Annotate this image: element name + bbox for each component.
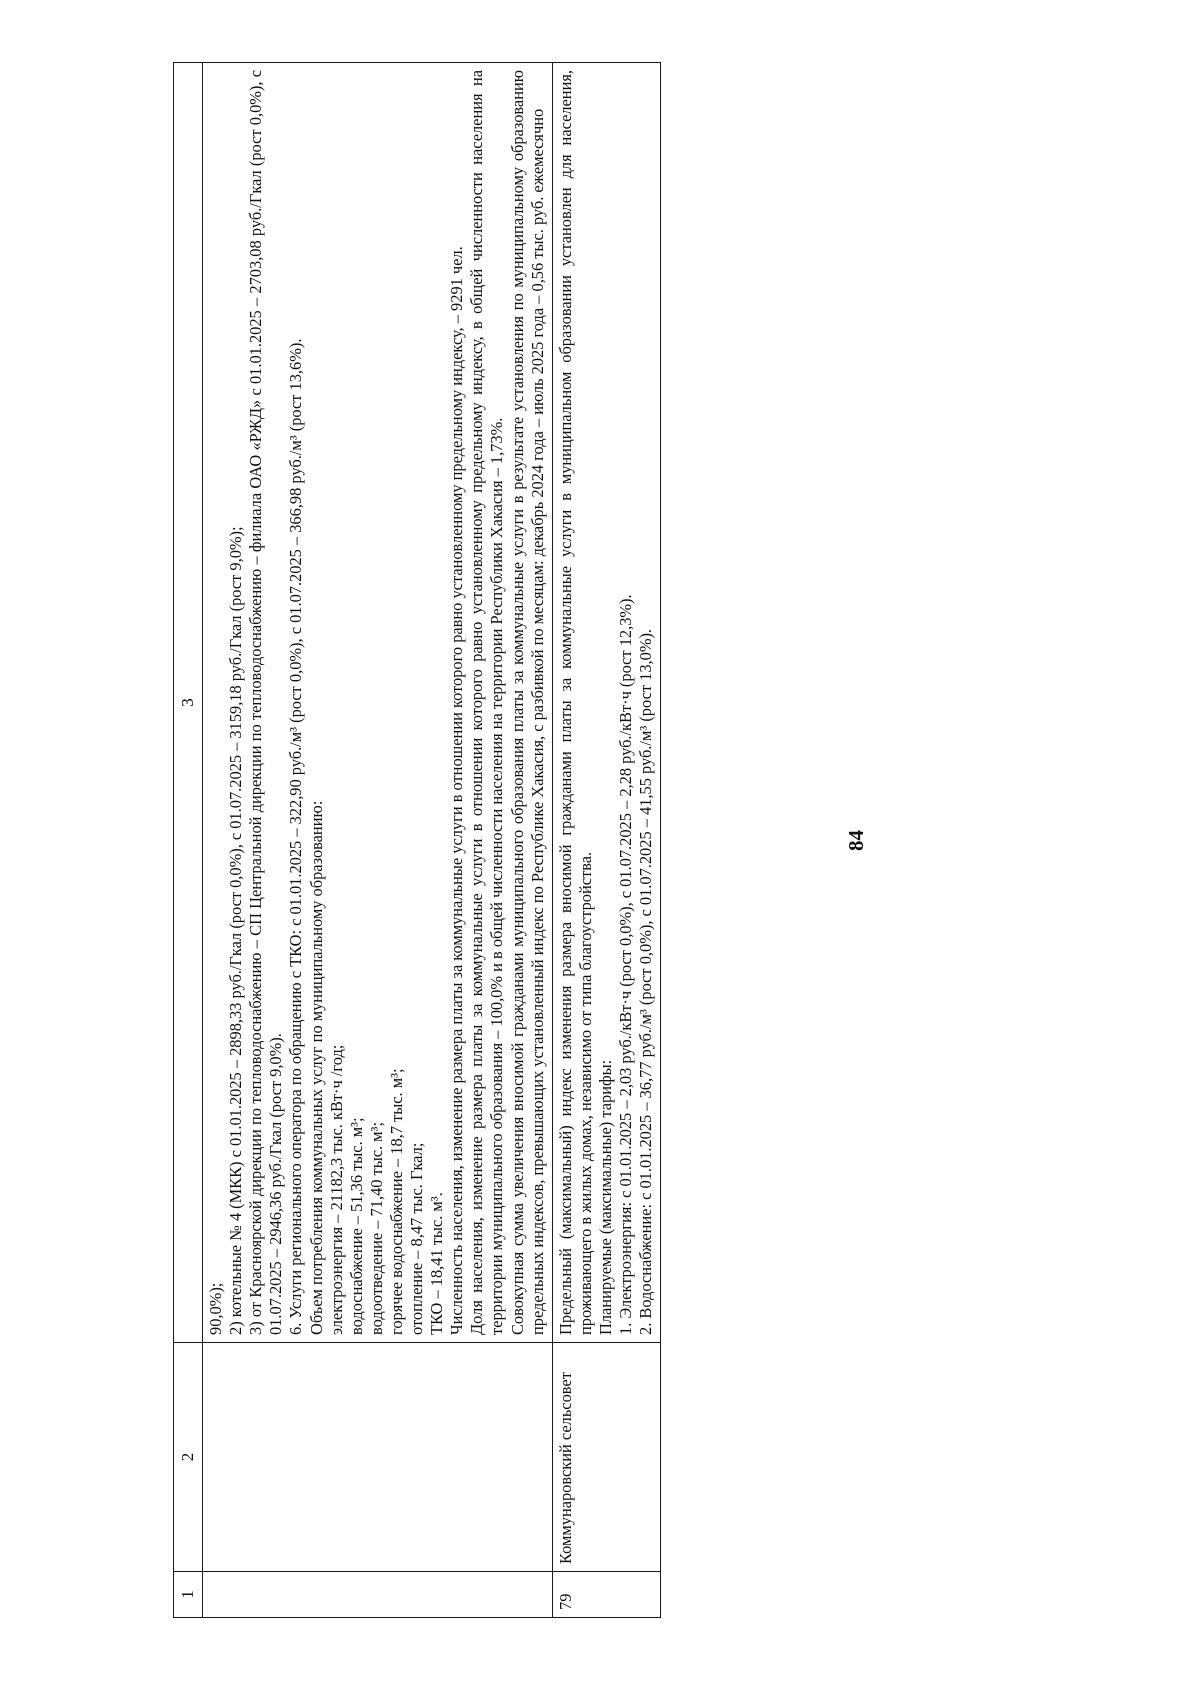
table-row	[203, 63, 553, 1618]
paragraph: Планируемые (максимальные) тарифы:	[595, 1059, 615, 1335]
paragraph: Численность населения, изменение размера платы за коммунальные услуги в отношении которого равно установленному предельному индексу, – 9291 чел.	[447, 246, 467, 1335]
table-header-row	[174, 63, 203, 1618]
municipality-name	[203, 1343, 553, 1572]
paragraph: 3) от Красноярской дирекции по тепловодоснабжению – СП Центральной дирекции по тепловодоснабжению – филиала ОАО «РЖД» с 01.01.2025 – 2703,08 руб./Гкал (рост 0,0%), с 01.07.2025 – 2946,36 руб./Гкал (рост 9,0%).	[246, 70, 286, 1335]
paragraph: горячее водоснабжение – 18,7 тыс. м³;	[386, 1068, 406, 1335]
header-col-3: 3	[174, 63, 203, 1343]
paragraph: водоснабжение – 51,36 тыс. м³;	[346, 1117, 366, 1335]
paragraph: 1. Электроэнергия: с 01.01.2025 – 2,03 руб./кВт·ч (рост 0,0%), с 01.07.2025 – 2,28 руб./кВт·ч (рост 12,3%).	[615, 594, 635, 1335]
paragraph: Предельный (максимальный) индекс изменения размера вносимой гражданами платы за коммунальные услуги в муниципальном образовании установлен для населения, проживающего в жилых домах, независимо от типа благоустройства.	[555, 70, 595, 1335]
tariff-table	[173, 62, 661, 1618]
header-col-2: 2	[174, 1343, 203, 1572]
header-col-1: 1	[174, 1572, 203, 1618]
row-number	[203, 1572, 553, 1618]
paragraph: водоотведение – 71,40 тыс. м³;	[366, 1121, 386, 1335]
paragraph: Объем потребления коммунальных услуг по муниципальному образованию:	[306, 800, 326, 1335]
municipality-name: Коммунаровский сельсовет	[552, 1343, 660, 1572]
paragraph: 6. Услуги регионального оператора по обращению с ТКО: с 01.01.2025 – 322,90 руб./м³ (рост 0,0%), с 01.07.2025 – 366,98 руб./м³ (рост 13,6%).	[286, 338, 306, 1335]
paragraph: 2. Водоснабжение: с 01.01.2025 – 36,77 руб./м³ (рост 0,0%), с 01.07.2025 – 41,55 руб./м³ (рост 13,0%).	[636, 628, 656, 1335]
paragraph: электроэнергия – 21182,3 тыс. кВт·ч /год;	[326, 1044, 346, 1335]
paragraph: ТКО – 18,41 тыс. м³.	[427, 1192, 447, 1335]
paragraph: 2) котельные № 4 (МКК) с 01.01.2025 – 2898,33 руб./Гкал (рост 0,0%), с 01.07.2025 – 3159,18 руб./Гкал (рост 9,0%);	[226, 526, 246, 1335]
page-number: 84	[844, 830, 868, 851]
table-row	[552, 63, 660, 1618]
row-description	[552, 63, 660, 1343]
paragraph: Совокупная сумма увеличения вносимой гражданами муниципального образования платы за коммунальные услуги в результате установления по муниципальному образованию предельных индексов, превышающих установленный индекс по Республике Хакасия, с разбивкой по месяцам: декабрь 2024 года – июль 2025 года – 0,56 тыс. руб. ежемесячно	[507, 70, 547, 1335]
paragraph: 90,0%);	[206, 1282, 226, 1335]
rotated-page	[0, 63, 1200, 1618]
paragraph: отопление – 8,47 тыс. Гкал;	[407, 1142, 427, 1335]
row-description	[203, 63, 553, 1343]
paragraph: Доля населения, изменение размера платы за коммунальные услуги в отношении которого равно установленному предельному индексу, в общей численности населения на территории муниципального образования – 100,0% и в общей численности населения на территории Республики Хакасия – 1,73%.	[467, 70, 507, 1335]
row-number: 79	[552, 1572, 660, 1618]
